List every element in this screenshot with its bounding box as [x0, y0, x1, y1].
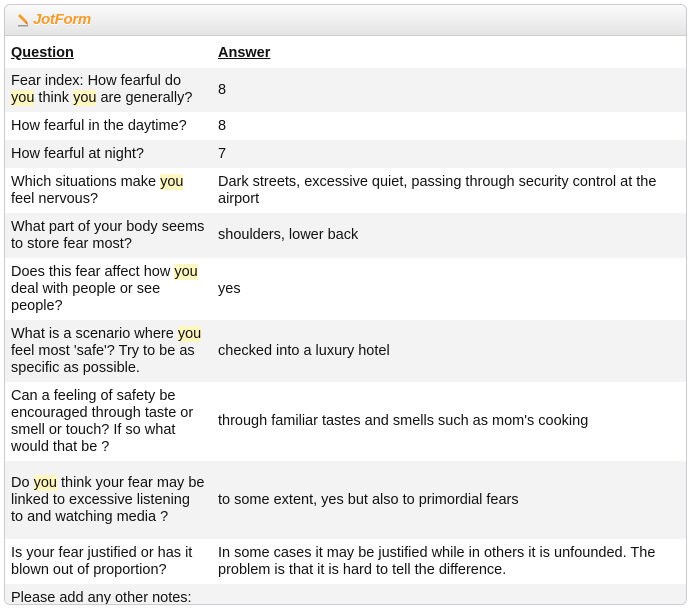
search-highlight: you [160, 173, 184, 190]
answer-cell: 8 [212, 112, 686, 140]
question-cell: Does this fear affect how you deal with people or see people? [5, 258, 212, 320]
question-cell: Please add any other notes: [5, 584, 212, 605]
question-cell: How fearful in the daytime? [5, 112, 212, 140]
submission-panel [4, 4, 687, 605]
qa-table [5, 36, 686, 605]
search-highlight: you [11, 90, 35, 106]
table-row [5, 461, 686, 539]
question-cell: How fearful at night? [5, 140, 212, 168]
table-row [5, 382, 686, 461]
table-row [5, 213, 686, 258]
question-cell: Can a feeling of safety be encouraged through taste or smell or touch? If so what would that be ? [5, 382, 212, 461]
table-row [5, 168, 686, 213]
header-bar [5, 5, 686, 36]
answer-cell: Dark streets, excessive quiet, passing through security control at the airport [212, 168, 686, 213]
table-row [5, 584, 686, 605]
answer-cell: In some cases it may be justified while in others it is unfounded. The problem is that it is hard to tell the difference. [212, 539, 686, 584]
answer-cell: 8 [212, 68, 686, 112]
brand-name: JotForm [33, 11, 91, 28]
table-row [5, 68, 686, 112]
column-header-question: Question [11, 44, 74, 61]
table-row [5, 140, 686, 168]
table-row [5, 112, 686, 140]
answer-cell: to some extent, yes but also to primordial fears [212, 461, 686, 539]
search-highlight: you [73, 90, 97, 106]
pencil-icon [17, 12, 31, 28]
answer-cell [212, 584, 686, 605]
question-cell: Is your fear justified or has it blown out of proportion? [5, 539, 212, 584]
question-cell: Do you think your fear may be linked to excessive listening to and watching media ? [5, 461, 212, 539]
answer-cell: checked into a luxury hotel [212, 320, 686, 382]
question-cell: Which situations make you feel nervous? [5, 168, 212, 213]
question-cell: What is a scenario where you feel most 'safe'? Try to be as specific as possible. [5, 320, 212, 382]
answer-cell: 7 [212, 140, 686, 168]
search-highlight: you [33, 474, 57, 491]
question-cell: What part of your body seems to store fear most? [5, 213, 212, 258]
search-highlight: you [177, 325, 202, 342]
search-highlight: you [174, 263, 198, 280]
answer-cell: shoulders, lower back [212, 213, 686, 258]
jotform-logo[interactable] [17, 11, 91, 28]
table-row [5, 320, 686, 382]
answer-cell: through familiar tastes and smells such as mom's cooking [212, 382, 686, 461]
question-cell: Fear index: How fearful do you think you are generally? [5, 68, 212, 112]
table-row [5, 539, 686, 584]
table-row [5, 258, 686, 320]
answer-cell: yes [212, 258, 686, 320]
column-header-answer: Answer [218, 44, 271, 61]
